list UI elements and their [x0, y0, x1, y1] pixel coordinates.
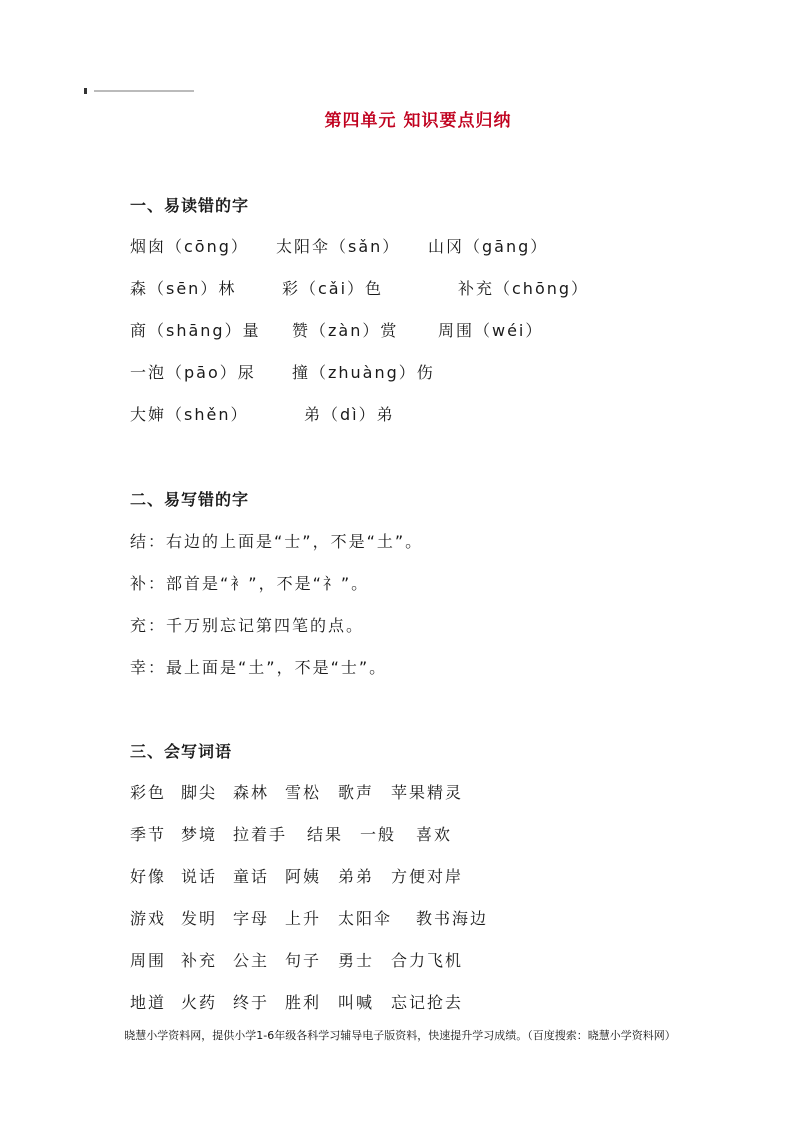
- word-entry: 森林: [233, 783, 270, 802]
- pinyin-entry: 撞（zhuàng）伤: [292, 363, 435, 382]
- word-entry: 方便对岸: [391, 867, 464, 886]
- word-entry: 结果: [307, 825, 344, 844]
- word-entry: 周围: [130, 951, 167, 970]
- pinyin-entry: 山冈（gāng）: [428, 237, 549, 256]
- section-heading-vocabulary: 三、会写词语: [130, 742, 233, 761]
- pinyin-entry: 太阳伞（sǎn）: [276, 237, 401, 256]
- pinyin-entry: 周围（wéi）: [438, 321, 544, 340]
- word-entry: 太阳伞: [338, 909, 393, 928]
- list-item: [130, 948, 464, 972]
- pinyin-entry: 森（sēn）林: [130, 279, 237, 298]
- list-item: 结：右边的上面是“士”，不是“土”。: [130, 532, 424, 551]
- word-entry: 喜欢: [416, 825, 453, 844]
- section-heading-misread: 一、易读错的字: [130, 196, 250, 215]
- word-entry: 火药: [181, 993, 218, 1012]
- pinyin-entry: 赞（zàn）赏: [292, 321, 399, 340]
- list-item: 补：部首是“衤”，不是“礻”。: [130, 574, 370, 593]
- word-entry: 教书海边: [416, 909, 489, 928]
- pinyin-entry: 彩（cǎi）色: [282, 279, 384, 298]
- word-entry: 歌声: [338, 783, 375, 802]
- word-entry: 句子: [285, 951, 322, 970]
- page-title: 第四单元 知识要点归纳: [324, 111, 512, 131]
- word-entry: 字母: [233, 909, 270, 928]
- word-entry: 叫喊: [338, 993, 375, 1012]
- word-entry: 勇士: [338, 951, 375, 970]
- word-entry: 苹果精灵: [391, 783, 464, 802]
- page-footer: 晓慧小学资料网，提供小学1-6年级各科学习辅导电子版资料，快速提升学习成绩。（百度搜索：晓慧小学资料网）: [124, 1029, 676, 1042]
- pinyin-entry: 大婶（shěn）: [130, 405, 249, 424]
- pinyin-entry: 烟囱（cōng）: [130, 237, 249, 256]
- word-entry: 发明: [181, 909, 218, 928]
- list-item: 幸：最上面是“土”，不是“士”。: [130, 658, 388, 677]
- pinyin-entry: 商（shāng）量: [130, 321, 261, 340]
- word-entry: 地道: [130, 993, 167, 1012]
- list-item: [130, 402, 395, 426]
- list-item: [130, 990, 464, 1014]
- section-heading-miswritten: 二、易写错的字: [130, 490, 250, 509]
- list-item: [130, 822, 453, 846]
- word-entry: 上升: [285, 909, 322, 928]
- word-entry: 终于: [233, 993, 270, 1012]
- pinyin-entry: 一泡（pāo）尿: [130, 363, 256, 382]
- word-entry: 忘记抢去: [391, 993, 464, 1012]
- word-entry: 彩色: [130, 783, 167, 802]
- list-item: [130, 318, 544, 342]
- word-entry: 弟弟: [338, 867, 375, 886]
- word-entry: 合力飞机: [391, 951, 464, 970]
- word-entry: 脚尖: [181, 783, 218, 802]
- pinyin-entry: 弟（dì）弟: [304, 405, 395, 424]
- list-item: [130, 906, 489, 930]
- word-entry: 好像: [130, 867, 167, 886]
- word-entry: 说话: [181, 867, 218, 886]
- word-entry: 雪松: [285, 783, 322, 802]
- word-entry: 季节: [130, 825, 167, 844]
- list-item: [130, 276, 590, 300]
- list-item: [130, 360, 435, 384]
- list-item: [130, 234, 549, 258]
- word-entry: 童话: [233, 867, 270, 886]
- list-item: 充：千万别忘记第四笔的点。: [130, 616, 365, 635]
- list-item: [130, 864, 464, 888]
- word-entry: 拉着手: [233, 825, 288, 844]
- word-entry: 阿姨: [285, 867, 322, 886]
- word-entry: 补充: [181, 951, 218, 970]
- word-entry: 游戏: [130, 909, 167, 928]
- list-item: [130, 780, 464, 804]
- word-entry: 梦境: [181, 825, 218, 844]
- corner-scan-mark: [84, 88, 194, 96]
- word-entry: 胜利: [285, 993, 322, 1012]
- pinyin-entry: 补充（chōng）: [458, 279, 590, 298]
- word-entry: 一般: [360, 825, 397, 844]
- word-entry: 公主: [233, 951, 270, 970]
